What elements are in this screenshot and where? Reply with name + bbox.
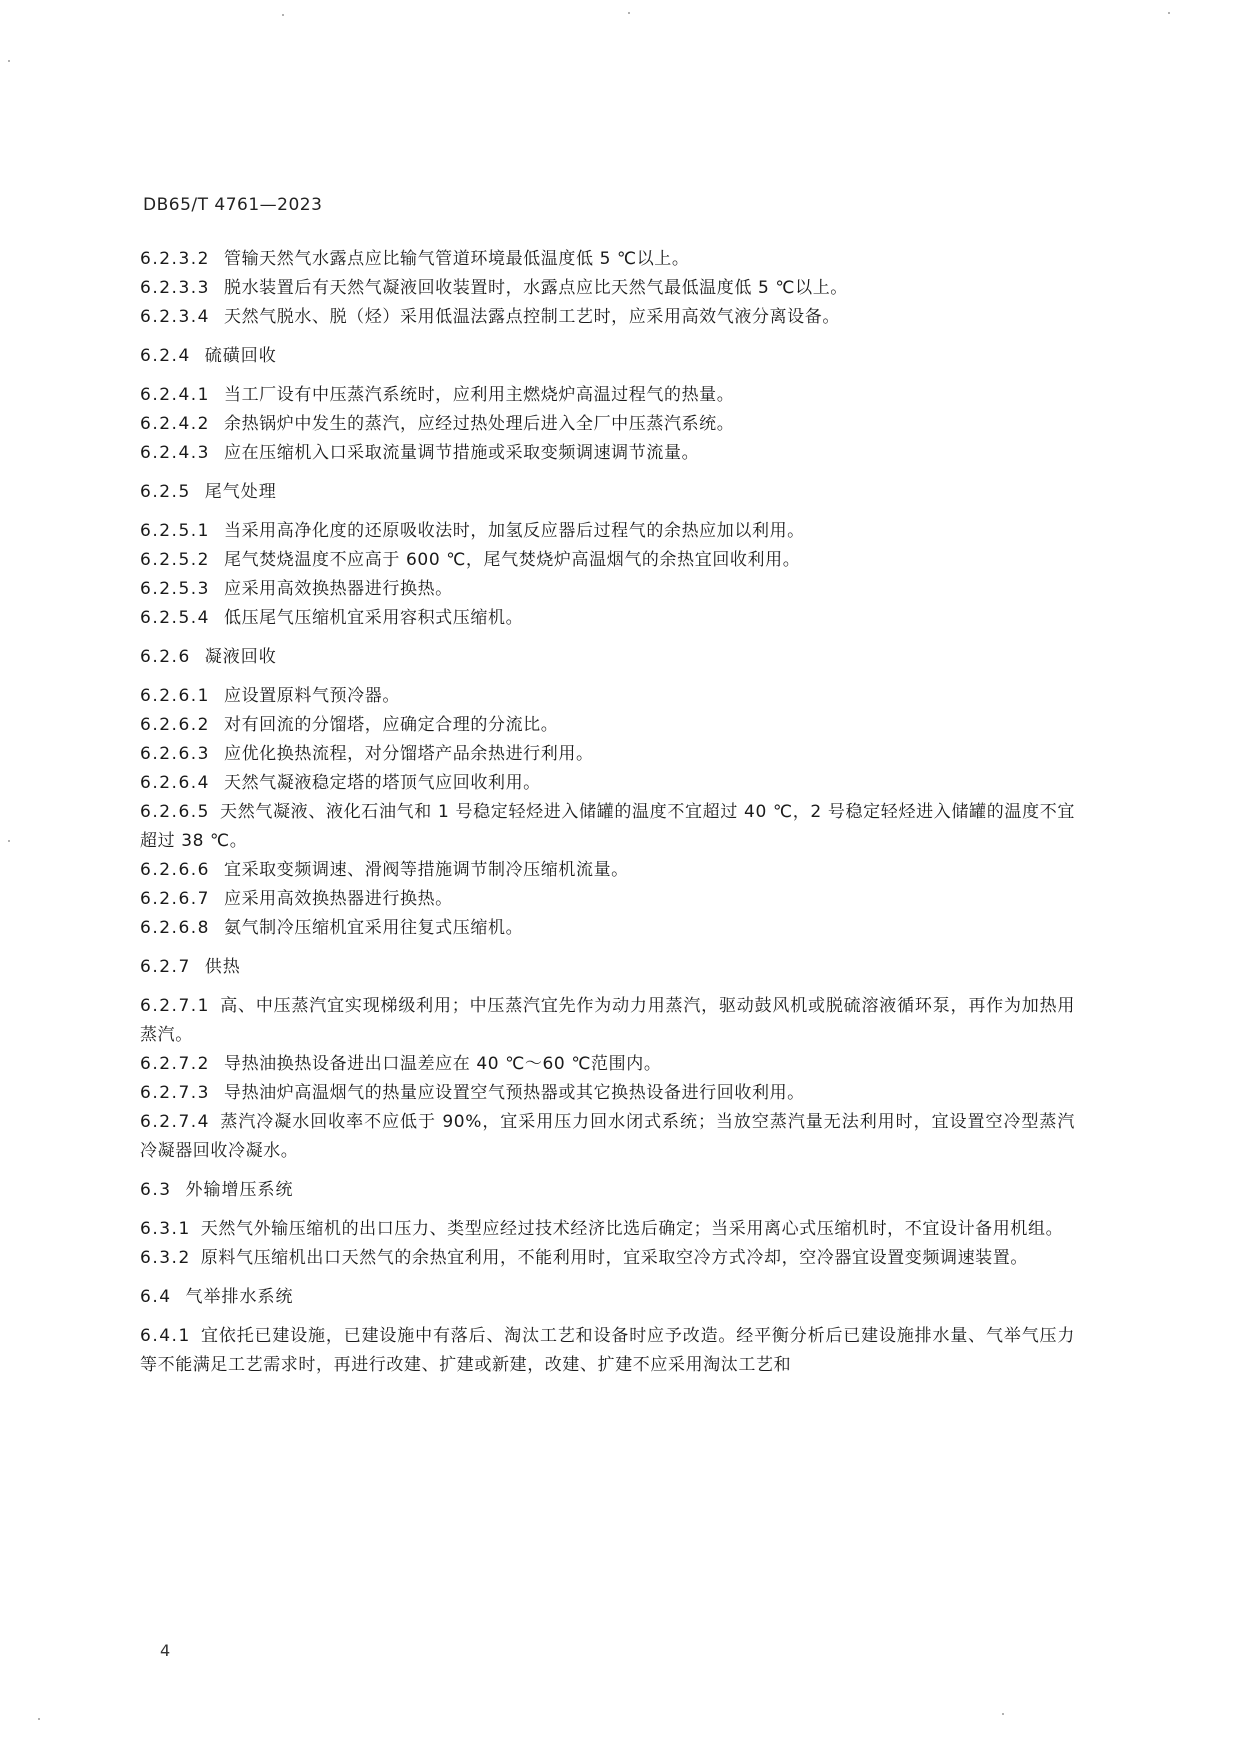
clause-number: 6.2.6.4	[140, 773, 210, 793]
clause-text: 高、中压蒸汽宜实现梯级利用；中压蒸汽宜先作为动力用蒸汽，驱动鼓风机或脱硫溶液循环泵，再作为加热用蒸汽。	[140, 996, 1075, 1045]
clause-number: 6.3.1	[140, 1219, 191, 1239]
clause-paragraph	[140, 303, 1075, 332]
clause-text: 当工厂设有中压蒸汽系统时，应利用主燃烧炉高温过程气的热量。	[223, 385, 735, 405]
clause-number: 6.2.7.3	[140, 1083, 210, 1103]
section-heading	[140, 643, 1075, 672]
clause-paragraph	[140, 546, 1075, 575]
clause-text: 应优化换热流程，对分馏塔产品余热进行利用。	[223, 744, 594, 764]
heading-text: 外输增压系统	[185, 1180, 294, 1200]
heading-text: 硫磺回收	[204, 346, 277, 366]
clause-number: 6.2.6.7	[140, 889, 210, 909]
clause-text: 导热油换热设备进出口温差应在 40 ℃～60 ℃范围内。	[223, 1054, 662, 1074]
clause-number: 6.4.1	[140, 1326, 191, 1346]
clause-text: 天然气外输压缩机的出口压力、类型应经过技术经济比选后确定；当采用离心式压缩机时，不宜设计备用机组。	[200, 1219, 1064, 1239]
clause-text: 应采用高效换热器进行换热。	[223, 579, 453, 599]
clause-paragraph	[140, 1322, 1075, 1380]
clause-paragraph	[140, 517, 1075, 546]
clause-paragraph	[140, 798, 1075, 856]
document-body	[140, 245, 1075, 1380]
clause-text: 管输天然气水露点应比输气管道环境最低温度低 5 ℃以上。	[223, 249, 690, 269]
clause-number: 6.3.2	[140, 1248, 191, 1268]
clause-number: 6.2.6.6	[140, 860, 210, 880]
page-number: 4	[160, 1641, 171, 1660]
clause-paragraph	[140, 769, 1075, 798]
clause-text: 导热油炉高温烟气的热量应设置空气预热器或其它换热设备进行回收利用。	[223, 1083, 805, 1103]
clause-paragraph	[140, 914, 1075, 943]
clause-paragraph	[140, 439, 1075, 468]
clause-paragraph	[140, 575, 1075, 604]
clause-number: 6.3	[140, 1180, 172, 1200]
clause-number: 6.2.4	[140, 346, 191, 366]
section-heading	[140, 1176, 1075, 1205]
scan-speck	[8, 60, 10, 62]
clause-text: 应在压缩机入口采取流量调节措施或采取变频调速调节流量。	[223, 443, 700, 463]
clause-paragraph	[140, 381, 1075, 410]
clause-paragraph	[140, 682, 1075, 711]
clause-text: 原料气压缩机出口天然气的余热宜利用，不能利用时，宜采取空冷方式冷却，空冷器宜设置变频调速装置。	[200, 1248, 1028, 1268]
clause-number: 6.2.5.1	[140, 521, 210, 541]
clause-number: 6.2.7	[140, 957, 191, 977]
clause-number: 6.2.5.4	[140, 608, 210, 628]
clause-paragraph	[140, 992, 1075, 1050]
clause-number: 6.2.6.2	[140, 715, 210, 735]
clause-number: 6.2.6.1	[140, 686, 210, 706]
clause-paragraph	[140, 1215, 1075, 1244]
scan-speck	[1002, 1713, 1004, 1715]
clause-number: 6.2.3.3	[140, 278, 210, 298]
clause-paragraph	[140, 856, 1075, 885]
section-heading	[140, 478, 1075, 507]
clause-text: 对有回流的分馏塔，应确定合理的分流比。	[223, 715, 559, 735]
scan-speck	[8, 840, 10, 842]
heading-text: 供热	[204, 957, 241, 977]
clause-text: 低压尾气压缩机宜采用容积式压缩机。	[223, 608, 524, 628]
clause-paragraph	[140, 245, 1075, 274]
clause-number: 6.2.4.2	[140, 414, 210, 434]
section-heading	[140, 342, 1075, 371]
clause-text: 尾气焚烧温度不应高于 600 ℃，尾气焚烧炉高温烟气的余热宜回收利用。	[223, 550, 801, 570]
clause-text: 应设置原料气预冷器。	[223, 686, 400, 706]
clause-text: 当采用高净化度的还原吸收法时，加氢反应器后过程气的余热应加以利用。	[223, 521, 805, 541]
clause-paragraph	[140, 1244, 1075, 1273]
scan-speck	[282, 14, 284, 16]
clause-paragraph	[140, 1079, 1075, 1108]
clause-paragraph	[140, 885, 1075, 914]
clause-number: 6.2.4.1	[140, 385, 210, 405]
clause-text: 宜采取变频调速、滑阀等措施调节制冷压缩机流量。	[223, 860, 629, 880]
scan-speck	[38, 1718, 40, 1720]
clause-paragraph	[140, 740, 1075, 769]
clause-number: 6.2.7.2	[140, 1054, 210, 1074]
clause-number: 6.2.6.5	[140, 802, 210, 822]
clause-number: 6.2.7.4	[140, 1112, 210, 1132]
clause-paragraph	[140, 604, 1075, 633]
clause-text: 宜依托已建设施，已建设施中有落后、淘汰工艺和设备时应予改造。经平衡分析后已建设施排水量、气举气压力等不能满足工艺需求时，再进行改建、扩建或新建，改建、扩建不应采用淘汰工艺和	[140, 1326, 1075, 1375]
clause-paragraph	[140, 274, 1075, 303]
clause-paragraph	[140, 1108, 1075, 1166]
clause-number: 6.2.6.8	[140, 918, 210, 938]
clause-number: 6.2.3.2	[140, 249, 210, 269]
heading-text: 凝液回收	[204, 647, 277, 667]
heading-text: 气举排水系统	[185, 1287, 294, 1307]
clause-text: 蒸汽冷凝水回收率不应低于 90%，宜采用压力回水闭式系统；当放空蒸汽量无法利用时，宜设置空冷型蒸汽冷凝器回收冷凝水。	[140, 1112, 1075, 1161]
clause-text: 天然气脱水、脱（烃）采用低温法露点控制工艺时，应采用高效气液分离设备。	[223, 307, 840, 327]
clause-number: 6.2.5	[140, 482, 191, 502]
heading-text: 尾气处理	[204, 482, 277, 502]
clause-text: 氨气制冷压缩机宜采用往复式压缩机。	[223, 918, 524, 938]
clause-number: 6.2.6	[140, 647, 191, 667]
clause-number: 6.2.6.3	[140, 744, 210, 764]
section-heading	[140, 1283, 1075, 1312]
clause-number: 6.2.4.3	[140, 443, 210, 463]
clause-text: 脱水装置后有天然气凝液回收装置时，水露点应比天然气最低温度低 5 ℃以上。	[223, 278, 848, 298]
clause-paragraph	[140, 1050, 1075, 1079]
clause-paragraph	[140, 711, 1075, 740]
clause-text: 余热锅炉中发生的蒸汽，应经过热处理后进入全厂中压蒸汽系统。	[223, 414, 735, 434]
clause-number: 6.2.5.2	[140, 550, 210, 570]
clause-text: 天然气凝液稳定塔的塔顶气应回收利用。	[223, 773, 541, 793]
clause-text: 天然气凝液、液化石油气和 1 号稳定轻烃进入储罐的温度不宜超过 40 ℃，2 号稳定轻烃进入储罐的温度不宜超过 38 ℃。	[140, 802, 1075, 851]
clause-text: 应采用高效换热器进行换热。	[223, 889, 453, 909]
clause-paragraph	[140, 410, 1075, 439]
section-heading	[140, 953, 1075, 982]
standard-code: DB65/T 4761—2023	[143, 195, 323, 215]
clause-number: 6.2.7.1	[140, 996, 210, 1016]
clause-number: 6.4	[140, 1287, 172, 1307]
scan-speck	[628, 12, 630, 14]
scan-speck	[1168, 12, 1170, 14]
clause-number: 6.2.3.4	[140, 307, 210, 327]
clause-number: 6.2.5.3	[140, 579, 210, 599]
